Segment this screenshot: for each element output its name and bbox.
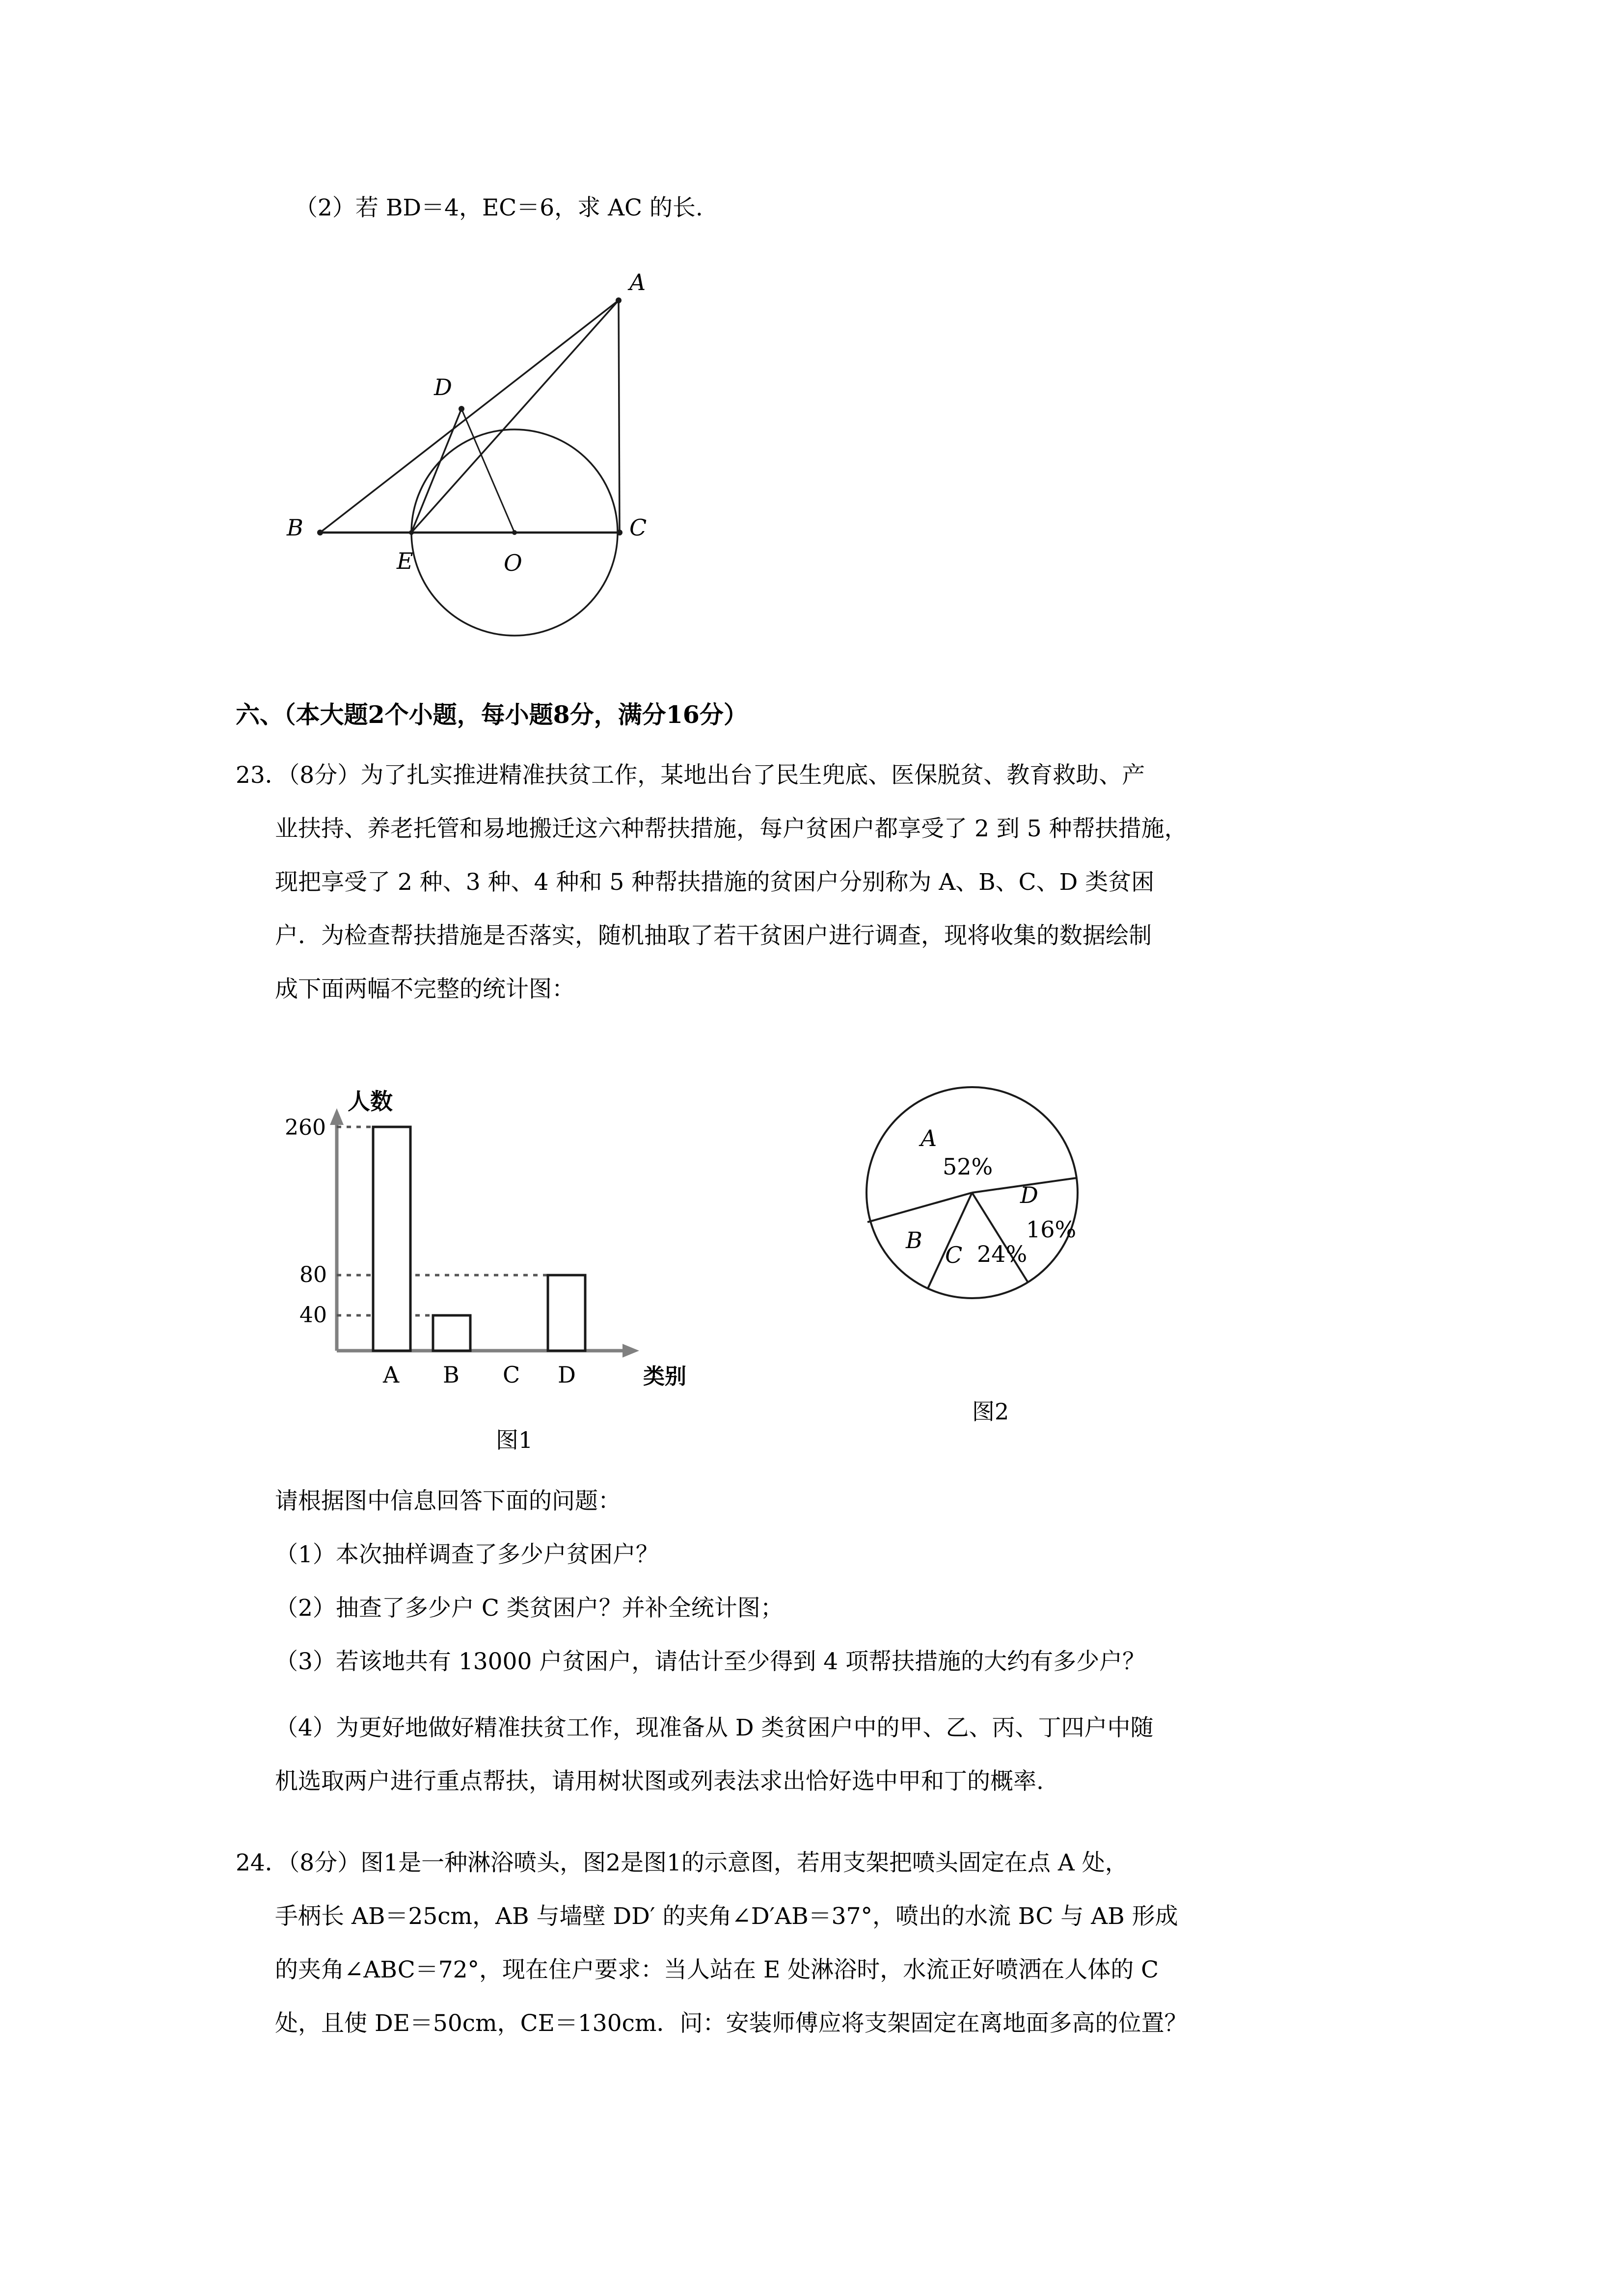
- bar-chart-ytick-260: 260: [285, 1115, 326, 1140]
- point-D: [459, 406, 464, 412]
- q23-line-2: 业扶持、养老托管和易地搬迁这六种帮扶措施，每户贫困户都享受了 2 到 5 种帮扶措施，: [275, 815, 1188, 842]
- q23-line-1: 23．（8分）为了扎实推进精准扶贫工作，某地出台了民生兜底、医保脱贫、教育救助、产: [236, 762, 1145, 789]
- point-O: [512, 530, 517, 535]
- bar-A: [373, 1127, 410, 1351]
- geometry-label-E: E: [397, 548, 413, 574]
- q23-subquestion-2: （2）抽查了多少户 C 类贫困户？并补全统计图；: [275, 1595, 784, 1622]
- q22-part2-text: （2）若 BD＝4，EC＝6，求 AC 的长.: [295, 194, 703, 221]
- q24-line-2: 手柄长 AB＝25cm，AB 与墙壁 DD′ 的夹角∠D′AB＝37°，喷出的水流 BC 与 AB 形成: [275, 1903, 1178, 1930]
- q23-line-3: 现把享受了 2 种、3 种、4 种和 5 种帮扶措施的贫困户分别称为 A、B、C、D 类贫困: [275, 869, 1155, 896]
- pie-label-C: C: [945, 1242, 963, 1268]
- bar-chart-xtick-C: C: [503, 1362, 520, 1388]
- bar-chart-xlabel: 类别: [643, 1364, 686, 1389]
- pie-divider-D-C: [972, 1193, 1028, 1282]
- geometry-label-D: D: [434, 374, 452, 400]
- geometry-label-B: B: [287, 514, 303, 541]
- q23-line-5: 成下面两幅不完整的统计图：: [275, 976, 575, 1003]
- point-E: [409, 530, 414, 535]
- bar-chart-xtick-D: D: [558, 1362, 576, 1388]
- x-axis-arrow: [623, 1344, 639, 1358]
- point-C: [617, 530, 623, 535]
- pie-divider-C-B: [928, 1193, 972, 1288]
- segment-OD: [461, 409, 514, 533]
- segment-AE: [411, 300, 619, 533]
- pie-label-D: D: [1020, 1182, 1038, 1208]
- segment-AC: [619, 300, 620, 533]
- pie-value-C: 24%: [977, 1241, 1028, 1267]
- geometry-label-C: C: [629, 514, 647, 541]
- bar-B: [433, 1315, 470, 1351]
- pie-value-A: 52%: [943, 1153, 993, 1180]
- pie-label-A: A: [920, 1125, 937, 1151]
- section-header: 六、（本大题2个小题，每小题8分，满分16分）: [236, 700, 748, 729]
- geometry-label-O: O: [504, 550, 522, 576]
- q23-subquestion-3: （3）若该地共有 13000 户贫困户，请估计至少得到 4 项帮扶措施的大约有多少户？: [275, 1648, 1146, 1675]
- bar-chart-xtick-B: B: [443, 1362, 460, 1388]
- q23-subquestion-4: （4）为更好地做好精准扶贫工作，现准备从 D 类贫困户中的甲、乙、丙、丁四户中随: [275, 1714, 1154, 1741]
- point-A: [616, 297, 622, 303]
- bar-chart-ylabel: 人数: [348, 1088, 393, 1115]
- segment-DE: [411, 409, 461, 533]
- q24-line-4: 处，且使 DE＝50cm，CE＝130cm．问：安装师傅应将支架固定在离地面多高的位置？: [275, 2010, 1188, 2037]
- pie-divider-B-A: [867, 1193, 972, 1222]
- q23-line-4: 户．为检查帮扶措施是否落实，随机抽取了若干贫困户进行调查，现将收集的数据绘制: [275, 922, 1152, 949]
- bar-chart-ytick-40: 40: [299, 1303, 327, 1328]
- y-axis-arrow: [330, 1108, 344, 1125]
- geometry-figure: [265, 255, 815, 697]
- segment-BA: [320, 300, 619, 533]
- bar-chart-ytick-80: 80: [299, 1262, 327, 1287]
- point-B: [317, 530, 323, 535]
- bar-D: [548, 1275, 585, 1351]
- geometry-label-A: A: [629, 269, 646, 295]
- q23-subquestion-4-cont: 机选取两户进行重点帮扶，请用树状图或列表法求出恰好选中甲和丁的概率.: [275, 1768, 1044, 1795]
- pie-chart-figure: [810, 1080, 1183, 1477]
- q23-subquestion-1: （1）本次抽样调查了多少户贫困户？: [275, 1541, 659, 1568]
- pie-label-B: B: [906, 1227, 922, 1254]
- bar-chart-xtick-A: A: [383, 1362, 400, 1388]
- bar-chart-caption: 图1: [496, 1427, 533, 1453]
- pie-value-D: 16%: [1026, 1216, 1077, 1243]
- pie-chart-caption: 图2: [972, 1398, 1009, 1425]
- bar-chart-figure: [285, 1070, 707, 1477]
- q24-line-1: 24．（8分）图1是一种淋浴喷头，图2是图1的示意图，若用支架把喷头固定在点 A 处，: [236, 1849, 1128, 1876]
- q23-prompt: 请根据图中信息回答下面的问题：: [275, 1488, 621, 1515]
- q24-line-3: 的夹角∠ABC＝72°，现在住户要求：当人站在 E 处淋浴时，水流正好喷洒在人体的 C: [275, 1956, 1159, 1983]
